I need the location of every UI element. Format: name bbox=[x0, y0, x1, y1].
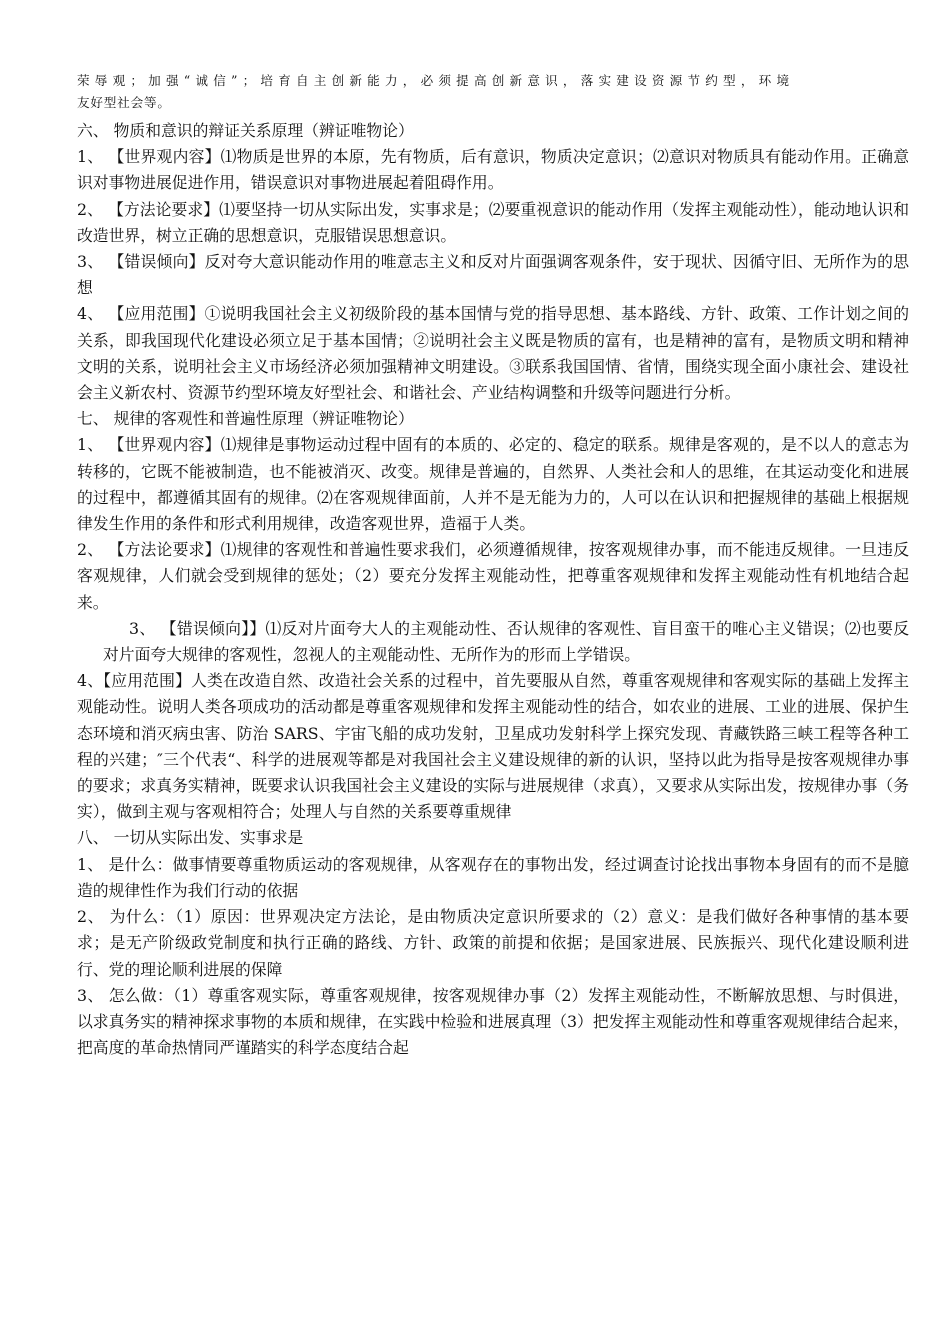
intro-line-2: 友好型社会等。 bbox=[77, 95, 171, 110]
intro-line-1: 荣辱观；加强“诚信”；培育自主创新能力，必须提高创新意识，落实建设资源节约型，环境 bbox=[77, 73, 795, 88]
paragraph-6-4: 4、 【应用范围】①说明我国社会主义初级阶段的基本国情与党的指导思想、基本路线、方针、政策、工作计划之间的关系，即我国现代化建设必须立足于基本国情；②说明社会主义既是物质的富有，也是精神的富有，是物质文明和精神文明的关系，说明社会主义市场经济必须加强精神文明建设。③联系我国国情、省情，围绕实现全面小康社会、建设社会主义新农村、资源节约型环境友好型社会、和谐社会、产业结构调整和升级等问题进行分析。 bbox=[77, 304, 909, 403]
paragraph-7-2: 2、 【方法论要求】⑴规律的客观性和普遍性要求我们，必须遵循规律，按客观规律办事，而不能违反规律。一旦违反客观规律，人们就会受到规律的惩处；（2）要充分发挥主观能动性，把尊重客观规律和发挥主观能动性有机地结合起来。 bbox=[77, 540, 909, 612]
paragraph-intro bbox=[77, 70, 909, 114]
paragraph-8-2: 2、 为什么：（1）原因：世界观决定方法论，是由物质决定意识所要求的（2）意义：是我们做好各种事情的基本要求；是无产阶级政党制度和执行正确的路线、方针、政策的前提和依据；是国家进展、民族振兴、现代化建设顺利进行、党的理论顺利进展的保障 bbox=[77, 907, 909, 979]
document-body bbox=[77, 70, 909, 1061]
paragraph-7-3: 3、 【错误倾向】】⑴反对片面夸大人的主观能动性、否认规律的客观性、盲目蛮干的唯心主义错误；⑵也要反对片面夸大规律的客观性，忽视人的主观能动性、无所作为的形而上学错误。 bbox=[103, 618, 909, 665]
paragraph-6-3: 3、 【错误倾向】反对夸大意识能动作用的唯意志主义和反对片面强调客观条件，安于现状、因循守旧、无所作为的思想 bbox=[77, 252, 909, 298]
paragraph-8-1: 1、 是什么：做事情要尊重物质运动的客观规律，从客观存在的事物出发，经过调查讨论找出事物本身固有的而不是臆造的规律性作为我们行动的依据 bbox=[77, 854, 909, 900]
paragraph-7-4: 4、【应用范围】人类在改造自然、改造社会关系的过程中，首先要服从自然，尊重客观规律和客观实际的基础上发挥主观能动性。说明人类各项成功的活动都是尊重客观规律和发挥主观能动性的结合，如农业的进展、工业的进展、保护生态环境和消灭病虫害、防治 SARS、宇宙飞船的成功发射，卫星成功发射科学上探究发现、青藏铁路三峡工程等各种工程的兴建；″三个代表“、科学的进展观等都是对我国社会主义建设规律的新的认识，坚持以此为指导是按客观规律办事的要求；求真务实精神，既要求认识我国社会主义建设的实际与进展规律（求真），又要求从实际出发，按规律办事（务实），做到主观与客观相符合；处理人与自然的关系要尊重规律 bbox=[77, 671, 909, 822]
section-heading-7: 七、 规律的客观性和普遍性原理（辨证唯物论） bbox=[77, 409, 414, 429]
section-heading-8: 八、 一切从实际出发、实事求是 bbox=[77, 828, 304, 848]
paragraph-7-1: 1、 【世界观内容】⑴规律是事物运动过程中固有的本质的、必定的、稳定的联系。规律是客观的，是不以人的意志为转移的，它既不能被制造，也不能被消灭、改变。规律是普遍的，自然界、人类社会和人的思维，在其运动变化和进展的过程中，都遵循其固有的规律。⑵在客观规律面前，人并不是无能为力的，人可以在认识和把握规律的基础上根据规律发生作用的条件和形式利用规律，改造客观世界，造福于人类。 bbox=[77, 435, 909, 534]
paragraph-6-2: 2、 【方法论要求】⑴要坚持一切从实际出发，实事求是；⑵要重视意识的能动作用（发挥主观能动性），能动地认识和改造世界，树立正确的思想意识，克服错误思想意识。 bbox=[77, 199, 909, 245]
paragraph-6-1: 1、 【世界观内容】⑴物质是世界的本原，先有物质，后有意识，物质决定意识；⑵意识对物质具有能动作用。正确意识对事物进展促进作用，错误意识对事物进展起着阻碍作用。 bbox=[77, 147, 909, 193]
section-heading-6: 六、 物质和意识的辩证关系原理（辨证唯物论） bbox=[77, 121, 414, 140]
paragraph-8-3: 3、 怎么做：（1）尊重客观实际，尊重客观规律，按客观规律办事（2）发挥主观能动性，不断解放思想、与时俱进，以求真务实的精神探求事物的本质和规律，在实践中检验和进展真理（3）把发挥主观能动性和尊重客观规律结合起来，把高度的革命热情同严谨踏实的科学态度结合起 bbox=[77, 985, 909, 1058]
